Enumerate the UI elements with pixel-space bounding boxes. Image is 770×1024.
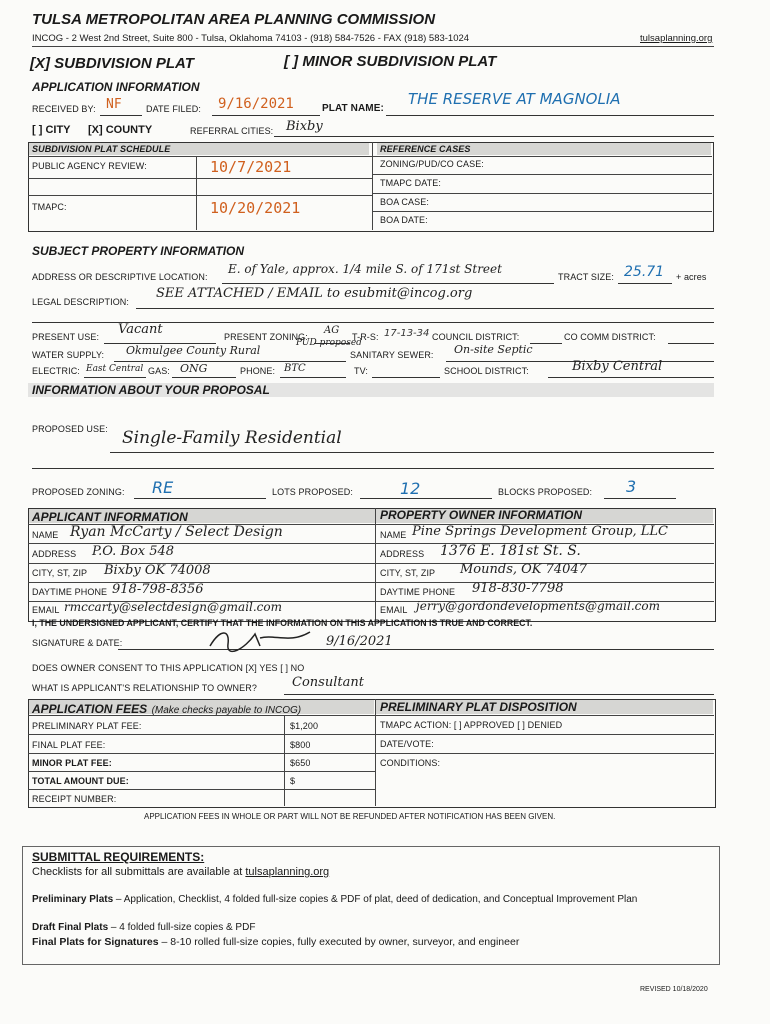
submittal-checklist [32, 866, 329, 878]
tmapc-date: 10/20/2021 [210, 199, 301, 217]
disposition-title: PRELIMINARY PLAT DISPOSITION [380, 700, 577, 714]
phone-label: PHONE: [240, 366, 276, 376]
applicant-phone-value: 918-798-8356 [112, 582, 204, 597]
draft-heading: Draft Final Plats [32, 922, 109, 933]
gas-value: ONG [180, 362, 208, 375]
prelim-text: – Application, Checklist, 4 folded full-size copies & PDF of plat, deed of dedication, and Conceptual Improvement Plan [113, 894, 638, 905]
owner-name-value: Pine Springs Development Group, LLC [412, 524, 669, 539]
date-filed-value: 9/16/2021 [218, 96, 294, 112]
received-by-value: NF [106, 97, 122, 112]
date-vote-label: DATE/VOTE: [380, 739, 434, 749]
applicant-email-label: EMAIL [32, 605, 60, 615]
plat-name-label: PLAT NAME: [322, 103, 384, 114]
legal-description-label: LEGAL DESCRIPTION: [32, 297, 129, 307]
proposed-zoning-note: PUD proposed [296, 338, 362, 348]
owner-address-value: 1376 E. 181st St. S. [440, 543, 581, 559]
fee-total-value: $ [290, 776, 296, 786]
application-info-title: APPLICATION INFORMATION [32, 80, 200, 94]
received-by-label: RECEIVED BY: [32, 104, 96, 114]
checklist-link[interactable]: tulsaplanning.org [245, 866, 330, 878]
fee-minor-label: MINOR PLAT FEE: [32, 758, 112, 768]
fee-minor-value: $650 [290, 758, 311, 768]
tmapc-action[interactable]: TMAPC ACTION: [ ] APPROVED [ ] DENIED [380, 720, 563, 730]
blocks-proposed-label: BLOCKS PROPOSED: [498, 487, 593, 497]
referral-cities-label: REFERRAL CITIES: [190, 126, 274, 136]
owner-title: PROPERTY OWNER INFORMATION [380, 508, 583, 522]
fees-title-note: (Make checks payable to INCOG) [151, 705, 302, 716]
trs-value: 17-13-34 [384, 328, 430, 339]
water-supply-label: WATER SUPPLY: [32, 350, 105, 360]
subdivision-label: SUBDIVISION PLAT [54, 55, 194, 72]
boa-case-label: BOA CASE: [380, 197, 429, 207]
council-district-label: COUNCIL DISTRICT: [432, 332, 520, 342]
signature-label: SIGNATURE & DATE: [32, 638, 123, 648]
applicant-city-value: Bixby OK 74008 [104, 563, 211, 578]
water-supply-value: Okmulgee County Rural [126, 344, 261, 357]
acres-label: + acres [676, 272, 707, 282]
submittal-final [32, 936, 519, 948]
public-agency-label: PUBLIC AGENCY REVIEW: [32, 161, 147, 171]
school-district-label: SCHOOL DISTRICT: [444, 366, 529, 376]
fee-prelim-value: $1,200 [290, 721, 319, 731]
refund-note: APPLICATION FEES IN WHOLE OR PART WILL NOT BE REFUNDED AFTER NOTIFICATION HAS BEEN GIVEN. [144, 812, 556, 821]
co-comm-district-label: CO COMM DISTRICT: [564, 332, 656, 342]
school-district-value: Bixby Central [572, 359, 663, 374]
signature-date: 9/16/2021 [326, 634, 393, 649]
owner-email-value: jerry@gordondevelopments@gmail.com [416, 599, 660, 613]
owner-email-label: EMAIL [380, 605, 408, 615]
owner-name-label: NAME [380, 530, 407, 540]
city-checkbox[interactable]: [ ] CITY [32, 124, 71, 136]
lots-proposed-value: 12 [400, 479, 421, 498]
tv-label: TV: [354, 366, 368, 376]
applicant-title: APPLICANT INFORMATION [32, 510, 188, 524]
minor-checkbox[interactable]: [ ] [284, 53, 299, 70]
form-title: TULSA METROPOLITAN AREA PLANNING COMMISSION [32, 11, 436, 28]
zoning-case-label: ZONING/PUD/CO CASE: [380, 159, 484, 169]
agency-address: INCOG - 2 West 2nd Street, Suite 800 - Tulsa, Oklahoma 74103 - (918) 584-7526 - FAX (918) 583-1024 [32, 33, 470, 44]
revised-date: REVISED 10/18/2020 [640, 986, 708, 993]
address-label: ADDRESS OR DESCRIPTIVE LOCATION: [32, 272, 208, 282]
website-link[interactable]: tulsaplanning.org [640, 33, 713, 44]
owner-city-label: CITY, ST, ZIP [380, 568, 436, 578]
subdivision-plat-option[interactable] [30, 55, 194, 72]
address-value: E. of Yale, approx. 1/4 mile S. of 171st Street [228, 262, 502, 276]
fee-total-label: TOTAL AMOUNT DUE: [32, 776, 129, 786]
certify-statement: I, THE UNDERSIGNED APPLICANT, CERTIFY THAT THE INFORMATION ON THIS APPLICATION IS TRUE AND CORRECT. [32, 618, 533, 628]
checklist-prefix: Checklists for all submittals are available at [32, 866, 246, 878]
owner-phone-value: 918-830-7798 [472, 581, 564, 596]
relationship-value: Consultant [292, 675, 364, 690]
fee-prelim-label: PRELIMINARY PLAT FEE: [32, 721, 142, 731]
applicant-address-value: P.O. Box 548 [92, 544, 175, 559]
submittal-prelim [32, 893, 716, 906]
applicant-phone-label: DAYTIME PHONE [32, 587, 108, 597]
plat-name-value: THE RESERVE AT MAGNOLIA [408, 90, 621, 108]
present-use-value: Vacant [118, 322, 163, 337]
submittal-title: SUBMITTAL REQUIREMENTS: [32, 850, 205, 864]
conditions-label: CONDITIONS: [380, 758, 441, 768]
reference-title: REFERENCE CASES [380, 144, 471, 154]
applicant-address-label: ADDRESS [32, 549, 77, 559]
proposed-zoning-value: RE [152, 478, 174, 497]
gas-label: GAS: [148, 366, 170, 376]
tmapc-label: TMAPC: [32, 202, 67, 212]
applicant-city-label: CITY, ST, ZIP [32, 568, 88, 578]
phone-value: BTC [284, 363, 306, 374]
schedule-title: SUBDIVISION PLAT SCHEDULE [32, 144, 171, 154]
applicant-name-value: Ryan McCarty / Select Design [70, 524, 283, 540]
receipt-label: RECEIPT NUMBER: [32, 794, 117, 804]
electric-label: ELECTRIC: [32, 366, 80, 376]
minor-label: MINOR SUBDIVISION PLAT [302, 53, 497, 70]
tmapc-date-label: TMAPC DATE: [380, 178, 441, 188]
owner-phone-label: DAYTIME PHONE [380, 587, 456, 597]
sanitary-sewer-label: SANITARY SEWER: [350, 350, 434, 360]
electric-value: East Central [86, 364, 144, 374]
draft-text: – 4 folded full-size copies & PDF [108, 922, 256, 933]
trs-label: T-R-S: [352, 332, 379, 342]
public-agency-date: 10/7/2021 [210, 158, 292, 176]
proposal-title: INFORMATION ABOUT YOUR PROPOSAL [32, 383, 270, 397]
sanitary-sewer-value: On-site Septic [454, 343, 533, 356]
applicant-signature [200, 624, 340, 654]
tract-size-label: TRACT SIZE: [558, 272, 614, 282]
owner-consent-label[interactable]: DOES OWNER CONSENT TO THIS APPLICATION [X] YES [ ] NO [32, 663, 305, 673]
date-filed-label: DATE FILED: [146, 104, 201, 114]
lots-proposed-label: LOTS PROPOSED: [272, 487, 353, 497]
applicant-name-label: NAME [32, 530, 59, 540]
present-zoning-value: AG [324, 325, 340, 336]
referral-cities-value: Bixby [286, 119, 323, 134]
fee-final-value: $800 [290, 740, 311, 750]
present-use-label: PRESENT USE: [32, 332, 100, 342]
fees-title-text: APPLICATION FEES [32, 702, 148, 716]
proposed-zoning-label: PROPOSED ZONING: [32, 487, 125, 497]
applicant-email-value: rmccarty@selectdesign@gmail.com [64, 600, 283, 614]
fee-final-label: FINAL PLAT FEE: [32, 740, 106, 750]
blocks-proposed-value: 3 [626, 477, 637, 496]
owner-city-value: Mounds, OK 74047 [460, 562, 587, 577]
proposed-use-value: Single-Family Residential [122, 428, 342, 448]
county-checkbox[interactable]: [X] COUNTY [88, 124, 153, 136]
present-zoning-label: PRESENT ZONING: [224, 332, 308, 342]
final-heading: Final Plats for Signatures [32, 936, 159, 948]
owner-address-label: ADDRESS [380, 549, 425, 559]
legal-description-value: SEE ATTACHED / EMAIL to esubmit@incog.org [156, 286, 473, 301]
prelim-heading: Preliminary Plats [32, 894, 114, 905]
boa-date-label: BOA DATE: [380, 215, 428, 225]
subject-property-title: SUBJECT PROPERTY INFORMATION [32, 244, 245, 258]
proposed-use-label: PROPOSED USE: [32, 424, 108, 434]
subdivision-checkbox[interactable]: [X] [30, 55, 50, 72]
relationship-label: WHAT IS APPLICANT'S RELATIONSHIP TO OWNER? [32, 683, 257, 693]
tract-size-value: 25.71 [624, 264, 665, 280]
minor-plat-option[interactable] [284, 53, 496, 70]
submittal-draft [32, 922, 255, 933]
final-text: – 8-10 rolled full-size copies, fully executed by owner, surveyor, and engineer [158, 936, 520, 948]
